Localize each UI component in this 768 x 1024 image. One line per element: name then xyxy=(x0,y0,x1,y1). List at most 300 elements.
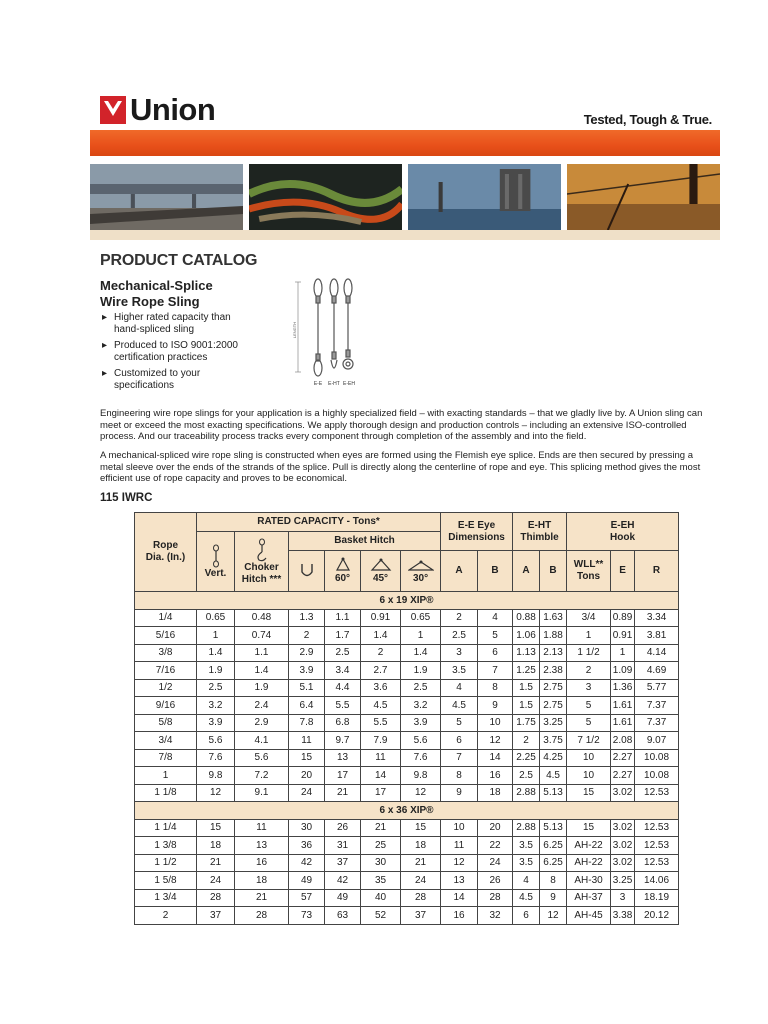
choker-header xyxy=(235,532,289,592)
basket-45-header xyxy=(361,551,401,592)
choker-label-line1: Choker xyxy=(244,561,279,573)
table-cell: 8 xyxy=(540,872,567,890)
length-label: LENGTH xyxy=(292,321,297,339)
table-cell: 1 1/2 xyxy=(135,854,197,872)
photo-offshore-rig xyxy=(408,164,561,230)
table-cell: 0.65 xyxy=(197,609,235,627)
table-cell: 10 xyxy=(441,819,478,837)
table-cell: 14.06 xyxy=(635,872,679,890)
table-row xyxy=(135,872,679,890)
table-cell: 0.48 xyxy=(235,609,289,627)
table-cell: 73 xyxy=(289,907,325,925)
table-cell: 36 xyxy=(289,837,325,855)
table-cell: 1.61 xyxy=(611,714,635,732)
table-cell: 14 xyxy=(361,767,401,785)
product-name-line-2: Wire Rope Sling xyxy=(100,294,200,309)
table-cell: 10.08 xyxy=(635,767,679,785)
eht-thimble-header xyxy=(513,513,567,551)
eht-a-header: A xyxy=(513,551,540,592)
table-cell: 16 xyxy=(235,854,289,872)
table-cell: 7 xyxy=(441,749,478,767)
table-cell: 1.4 xyxy=(401,644,441,662)
orange-header-band xyxy=(90,130,720,156)
table-cell: 6.25 xyxy=(540,854,567,872)
table-cell: 26 xyxy=(325,819,361,837)
table-cell: 21 xyxy=(325,784,361,802)
table-cell: 12.53 xyxy=(635,837,679,855)
e-ht-label: E-HT xyxy=(328,381,340,387)
basket-30-header xyxy=(401,551,441,592)
table-cell: 15 xyxy=(401,819,441,837)
table-cell: 6 xyxy=(513,907,540,925)
table-cell: 2.5 xyxy=(325,644,361,662)
splice-paragraph: A mechanical-spliced wire rope sling is constructed when eyes are formed using the Flemish eye splice. Ends are then secured by pressing a metal sleeve over the ends of the strands of the splice. Pull is directly along the centerline of rope and eye. This splicing method gives the most efficient use of rope capacity and proves to be economical. xyxy=(100,450,701,484)
table-row xyxy=(135,837,679,855)
table-cell: 2.13 xyxy=(540,644,567,662)
table-cell: 3.6 xyxy=(361,679,401,697)
feature-list xyxy=(100,312,240,396)
table-cell: 0.65 xyxy=(401,609,441,627)
table-cell: 1.4 xyxy=(197,644,235,662)
photo-sunset-crane xyxy=(567,164,720,230)
rope-dia-header xyxy=(135,513,197,592)
table-cell: 0.91 xyxy=(361,609,401,627)
table-cell: 1.9 xyxy=(401,662,441,680)
table-row xyxy=(135,907,679,925)
table-cell: 3.02 xyxy=(611,784,635,802)
table-cell: 13 xyxy=(325,749,361,767)
table-row xyxy=(135,749,679,767)
table-row xyxy=(135,609,679,627)
table-cell: 3 xyxy=(567,679,611,697)
table-cell: 11 xyxy=(235,819,289,837)
angle-60-label: 60° xyxy=(334,573,351,584)
table-cell: 9.8 xyxy=(401,767,441,785)
table-cell: 13 xyxy=(441,872,478,890)
table-cell: 1 xyxy=(197,627,235,645)
table-cell: 2.27 xyxy=(611,749,635,767)
table-cell: 9.7 xyxy=(325,732,361,750)
table-cell: 7.9 xyxy=(361,732,401,750)
table-cell: 18 xyxy=(478,784,513,802)
sling-diagram xyxy=(288,272,368,390)
table-cell: 4 xyxy=(513,872,540,890)
vert-label: Vert. xyxy=(204,567,227,579)
table-row xyxy=(135,714,679,732)
table-cell: 3.02 xyxy=(611,837,635,855)
table-cell: 2.4 xyxy=(235,697,289,715)
table-cell: 3 xyxy=(441,644,478,662)
table-cell: 0.74 xyxy=(235,627,289,645)
table-cell: 10 xyxy=(478,714,513,732)
table-cell: 1.1 xyxy=(235,644,289,662)
table-cell: 4.5 xyxy=(441,697,478,715)
table-cell: 1.25 xyxy=(513,662,540,680)
table-cell: 28 xyxy=(401,889,441,907)
table-cell: 24 xyxy=(289,784,325,802)
union-logo xyxy=(100,94,215,125)
table-cell: 3.38 xyxy=(611,907,635,925)
eht-header-line2: Thimble xyxy=(520,531,559,543)
e-header: E xyxy=(611,551,635,592)
tagline: Tested, Tough & True. xyxy=(583,112,712,127)
table-cell: AH-45 xyxy=(567,907,611,925)
table-cell: 3.9 xyxy=(197,714,235,732)
table-cell: 3.02 xyxy=(611,854,635,872)
table-cell: 7.8 xyxy=(289,714,325,732)
table-cell: 18 xyxy=(235,872,289,890)
wll-header xyxy=(567,551,611,592)
table-cell: 8 xyxy=(478,679,513,697)
table-cell: 7.37 xyxy=(635,714,679,732)
table-cell: 52 xyxy=(361,907,401,925)
table-row xyxy=(135,784,679,802)
table-cell: AH-30 xyxy=(567,872,611,890)
table-cell: 14 xyxy=(478,749,513,767)
table-cell: 12 xyxy=(478,732,513,750)
table-cell: 9.8 xyxy=(197,767,235,785)
table-cell: 12 xyxy=(197,784,235,802)
table-cell: 17 xyxy=(325,767,361,785)
table-cell: 1.13 xyxy=(513,644,540,662)
table-cell: 28 xyxy=(235,907,289,925)
table-cell: 4 xyxy=(478,609,513,627)
table-cell: 3.9 xyxy=(401,714,441,732)
table-cell: 3.4 xyxy=(325,662,361,680)
table-cell: 1 xyxy=(611,644,635,662)
basket-hitch-header: Basket Hitch xyxy=(289,532,441,551)
table-cell: 12 xyxy=(540,907,567,925)
table-cell: 2.5 xyxy=(513,767,540,785)
table-cell: 1 1/8 xyxy=(135,784,197,802)
photo-strip xyxy=(90,164,720,230)
table-cell: 2.27 xyxy=(611,767,635,785)
table-cell: 8 xyxy=(441,767,478,785)
table-cell: 5 xyxy=(567,714,611,732)
table-row xyxy=(135,732,679,750)
ee-a-header: A xyxy=(441,551,478,592)
e-eh-label: E-EH xyxy=(343,381,355,387)
table-cell: 1.36 xyxy=(611,679,635,697)
table-cell: 37 xyxy=(197,907,235,925)
table-row xyxy=(135,889,679,907)
table-cell: 21 xyxy=(197,854,235,872)
table-cell: 4.14 xyxy=(635,644,679,662)
table-cell: 21 xyxy=(235,889,289,907)
table-cell: 42 xyxy=(289,854,325,872)
table-cell: 1.5 xyxy=(513,679,540,697)
table-cell: 12.53 xyxy=(635,854,679,872)
table-cell: 2 xyxy=(361,644,401,662)
table-cell: 11 xyxy=(289,732,325,750)
product-name xyxy=(100,278,213,310)
table-cell: 5.5 xyxy=(361,714,401,732)
table-cell: 15 xyxy=(197,819,235,837)
table-cell: 1.4 xyxy=(235,662,289,680)
table-cell: 49 xyxy=(289,872,325,890)
table-cell: 7/8 xyxy=(135,749,197,767)
table-cell: 4.5 xyxy=(540,767,567,785)
basket-30-icon xyxy=(408,557,434,573)
table-cell: 1 1/4 xyxy=(135,819,197,837)
union-logo-mark-icon xyxy=(100,96,126,124)
table-cell: 11 xyxy=(441,837,478,855)
table-cell: 13 xyxy=(235,837,289,855)
table-cell: 5.13 xyxy=(540,819,567,837)
rope-dia-header-line2: Dia. (In.) xyxy=(145,552,186,563)
table-cell: 3.5 xyxy=(513,837,540,855)
table-section-row xyxy=(135,802,679,820)
table-section-label: 6 x 19 XIP® xyxy=(135,592,679,610)
table-cell: 4 xyxy=(441,679,478,697)
table-cell: 42 xyxy=(325,872,361,890)
table-cell: 1.75 xyxy=(513,714,540,732)
table-cell: 7 1/2 xyxy=(567,732,611,750)
table-cell: 7/16 xyxy=(135,662,197,680)
table-cell: 12 xyxy=(401,784,441,802)
table-cell: 21 xyxy=(401,854,441,872)
table-cell: 6.8 xyxy=(325,714,361,732)
r-header: R xyxy=(635,551,679,592)
product-name-line-1: Mechanical-Splice xyxy=(100,278,213,293)
table-cell: 4.25 xyxy=(540,749,567,767)
table-cell: 28 xyxy=(197,889,235,907)
feature-item: ▸ Customized to your specifications xyxy=(100,368,240,392)
eeh-header-line2: Hook xyxy=(610,531,636,543)
table-cell: 1.61 xyxy=(611,697,635,715)
table-section-row xyxy=(135,592,679,610)
ee-eye-header xyxy=(441,513,513,551)
table-cell: 9/16 xyxy=(135,697,197,715)
table-cell: 7.2 xyxy=(235,767,289,785)
table-cell: 1.09 xyxy=(611,662,635,680)
table-cell: 5/8 xyxy=(135,714,197,732)
table-cell: 24 xyxy=(478,854,513,872)
table-row xyxy=(135,819,679,837)
table-cell: 16 xyxy=(441,907,478,925)
table-cell: 3.5 xyxy=(513,854,540,872)
table-cell: 25 xyxy=(361,837,401,855)
feature-item: ▸ Higher rated capacity than hand-spliced sling xyxy=(100,312,240,336)
table-cell: 2 xyxy=(135,907,197,925)
table-cell: 40 xyxy=(361,889,401,907)
table-cell: 5.6 xyxy=(401,732,441,750)
table-cell: 7.37 xyxy=(635,697,679,715)
table-cell: 1 3/4 xyxy=(135,889,197,907)
table-cell: 5 xyxy=(567,697,611,715)
table-cell: 30 xyxy=(289,819,325,837)
table-cell: 1.63 xyxy=(540,609,567,627)
table-cell: 11 xyxy=(361,749,401,767)
spec-table-body xyxy=(135,592,679,925)
table-cell: 20.12 xyxy=(635,907,679,925)
table-cell: 2 xyxy=(567,662,611,680)
rope-dia-header-line1: Rope xyxy=(153,540,178,551)
table-cell: 3.02 xyxy=(611,819,635,837)
table-cell: 2 xyxy=(289,627,325,645)
table-cell: AH-22 xyxy=(567,854,611,872)
ee-b-header: B xyxy=(478,551,513,592)
basket-vertical-header xyxy=(289,551,325,592)
table-row xyxy=(135,627,679,645)
table-cell: 24 xyxy=(401,872,441,890)
eeh-hook-header xyxy=(567,513,679,551)
table-cell: 1.3 xyxy=(289,609,325,627)
table-cell: 15 xyxy=(567,784,611,802)
table-cell: 5 xyxy=(441,714,478,732)
table-cell: 2.88 xyxy=(513,819,540,837)
table-cell: 1 5/8 xyxy=(135,872,197,890)
table-cell: 31 xyxy=(325,837,361,855)
table-cell: 1.9 xyxy=(235,679,289,697)
basket-u-icon xyxy=(298,562,316,580)
table-cell: 10.08 xyxy=(635,749,679,767)
eeh-header-line1: E-EH xyxy=(610,519,635,531)
table-cell: 7.6 xyxy=(197,749,235,767)
table-cell: 5.6 xyxy=(197,732,235,750)
choker-hitch-icon xyxy=(255,538,269,562)
table-cell: 2.9 xyxy=(289,644,325,662)
table-cell: 37 xyxy=(325,854,361,872)
table-section-title: 115 IWRC xyxy=(100,492,153,504)
table-cell: AH-37 xyxy=(567,889,611,907)
table-cell: 5.77 xyxy=(635,679,679,697)
vert-header xyxy=(197,532,235,592)
vertical-hitch-icon xyxy=(210,544,222,568)
table-cell: 49 xyxy=(325,889,361,907)
table-cell: 32 xyxy=(478,907,513,925)
table-cell: 2.9 xyxy=(235,714,289,732)
table-cell: AH-22 xyxy=(567,837,611,855)
table-row xyxy=(135,644,679,662)
table-row xyxy=(135,767,679,785)
table-cell: 1.88 xyxy=(540,627,567,645)
table-cell: 2.5 xyxy=(197,679,235,697)
feature-item: ▸ Produced to ISO 9001:2000 certification practices xyxy=(100,340,240,364)
table-cell: 12.53 xyxy=(635,819,679,837)
table-cell: 6 xyxy=(478,644,513,662)
table-cell: 22 xyxy=(478,837,513,855)
table-cell: 4.4 xyxy=(325,679,361,697)
table-cell: 18 xyxy=(401,837,441,855)
table-cell: 3/8 xyxy=(135,644,197,662)
table-cell: 2 xyxy=(441,609,478,627)
choker-label-line2: Hitch *** xyxy=(241,573,282,585)
table-cell: 6 xyxy=(441,732,478,750)
photo-wire-rope xyxy=(249,164,402,230)
table-cell: 4.5 xyxy=(513,889,540,907)
table-cell: 3/4 xyxy=(567,609,611,627)
table-cell: 26 xyxy=(478,872,513,890)
table-cell: 5.6 xyxy=(235,749,289,767)
wll-label-line1: WLL** xyxy=(573,559,604,570)
intro-paragraph: Engineering wire rope slings for your application is a highly specialized field – with exacting standards – that we gladly live by. A Union sling can meet or exceed the most exacting specifications. We apply thorough design and production controls – including an extensive ISO-controlled process. And our traceability process tracks every component through completion of the assembly and into the field. xyxy=(100,408,703,442)
table-cell: 2.5 xyxy=(441,627,478,645)
table-cell: 3.75 xyxy=(540,732,567,750)
header-row-1 xyxy=(135,513,679,532)
spec-table xyxy=(134,512,679,925)
table-cell: 4.5 xyxy=(361,697,401,715)
table-cell: 1 1/2 xyxy=(567,644,611,662)
table-cell: 3.81 xyxy=(635,627,679,645)
table-cell: 12.53 xyxy=(635,784,679,802)
e-e-label: E-E xyxy=(313,381,323,387)
table-cell: 15 xyxy=(289,749,325,767)
table-cell: 4.69 xyxy=(635,662,679,680)
table-row xyxy=(135,679,679,697)
table-cell: 6.25 xyxy=(540,837,567,855)
table-cell: 2.25 xyxy=(513,749,540,767)
table-cell: 2 xyxy=(513,732,540,750)
table-cell: 2.7 xyxy=(361,662,401,680)
wll-label-line2: Tons xyxy=(576,571,601,582)
table-cell: 3.34 xyxy=(635,609,679,627)
table-cell: 4.1 xyxy=(235,732,289,750)
table-cell: 3.25 xyxy=(611,872,635,890)
table-cell: 16 xyxy=(478,767,513,785)
table-cell: 1 xyxy=(135,767,197,785)
table-cell: 2.75 xyxy=(540,697,567,715)
table-cell: 15 xyxy=(567,819,611,837)
angle-30-label: 30° xyxy=(412,573,429,584)
table-cell: 1 3/8 xyxy=(135,837,197,855)
table-cell: 21 xyxy=(361,819,401,837)
table-cell: 3.9 xyxy=(289,662,325,680)
table-cell: 14 xyxy=(441,889,478,907)
table-row xyxy=(135,854,679,872)
rated-capacity-header: RATED CAPACITY - Tons* xyxy=(197,513,441,532)
angle-45-label: 45° xyxy=(372,573,389,584)
table-cell: 5 xyxy=(478,627,513,645)
basket-60-icon xyxy=(333,557,353,573)
table-cell: 1.7 xyxy=(325,627,361,645)
table-cell: 9 xyxy=(441,784,478,802)
table-cell: 3 xyxy=(611,889,635,907)
table-cell: 2.38 xyxy=(540,662,567,680)
table-cell: 2.88 xyxy=(513,784,540,802)
table-cell: 1.9 xyxy=(197,662,235,680)
table-cell: 57 xyxy=(289,889,325,907)
table-cell: 3.25 xyxy=(540,714,567,732)
table-cell: 1.5 xyxy=(513,697,540,715)
table-cell: 37 xyxy=(401,907,441,925)
table-cell: 3/4 xyxy=(135,732,197,750)
table-cell: 1.1 xyxy=(325,609,361,627)
table-cell: 30 xyxy=(361,854,401,872)
table-cell: 1.06 xyxy=(513,627,540,645)
table-cell: 1/2 xyxy=(135,679,197,697)
table-row xyxy=(135,662,679,680)
table-cell: 18.19 xyxy=(635,889,679,907)
table-cell: 3.5 xyxy=(441,662,478,680)
table-cell: 7.6 xyxy=(401,749,441,767)
table-cell: 24 xyxy=(197,872,235,890)
table-cell: 5.5 xyxy=(325,697,361,715)
table-cell: 63 xyxy=(325,907,361,925)
brand-name: Union xyxy=(130,92,216,127)
page-title: PRODUCT CATALOG xyxy=(100,252,258,269)
table-cell: 2.08 xyxy=(611,732,635,750)
table-cell: 1 xyxy=(401,627,441,645)
table-cell: 3.2 xyxy=(197,697,235,715)
table-row xyxy=(135,697,679,715)
table-cell: 10 xyxy=(567,767,611,785)
photo-caption-band xyxy=(90,230,720,240)
basket-45-icon xyxy=(370,557,392,573)
table-cell: 20 xyxy=(478,819,513,837)
table-cell: 9 xyxy=(540,889,567,907)
table-cell: 2.75 xyxy=(540,679,567,697)
